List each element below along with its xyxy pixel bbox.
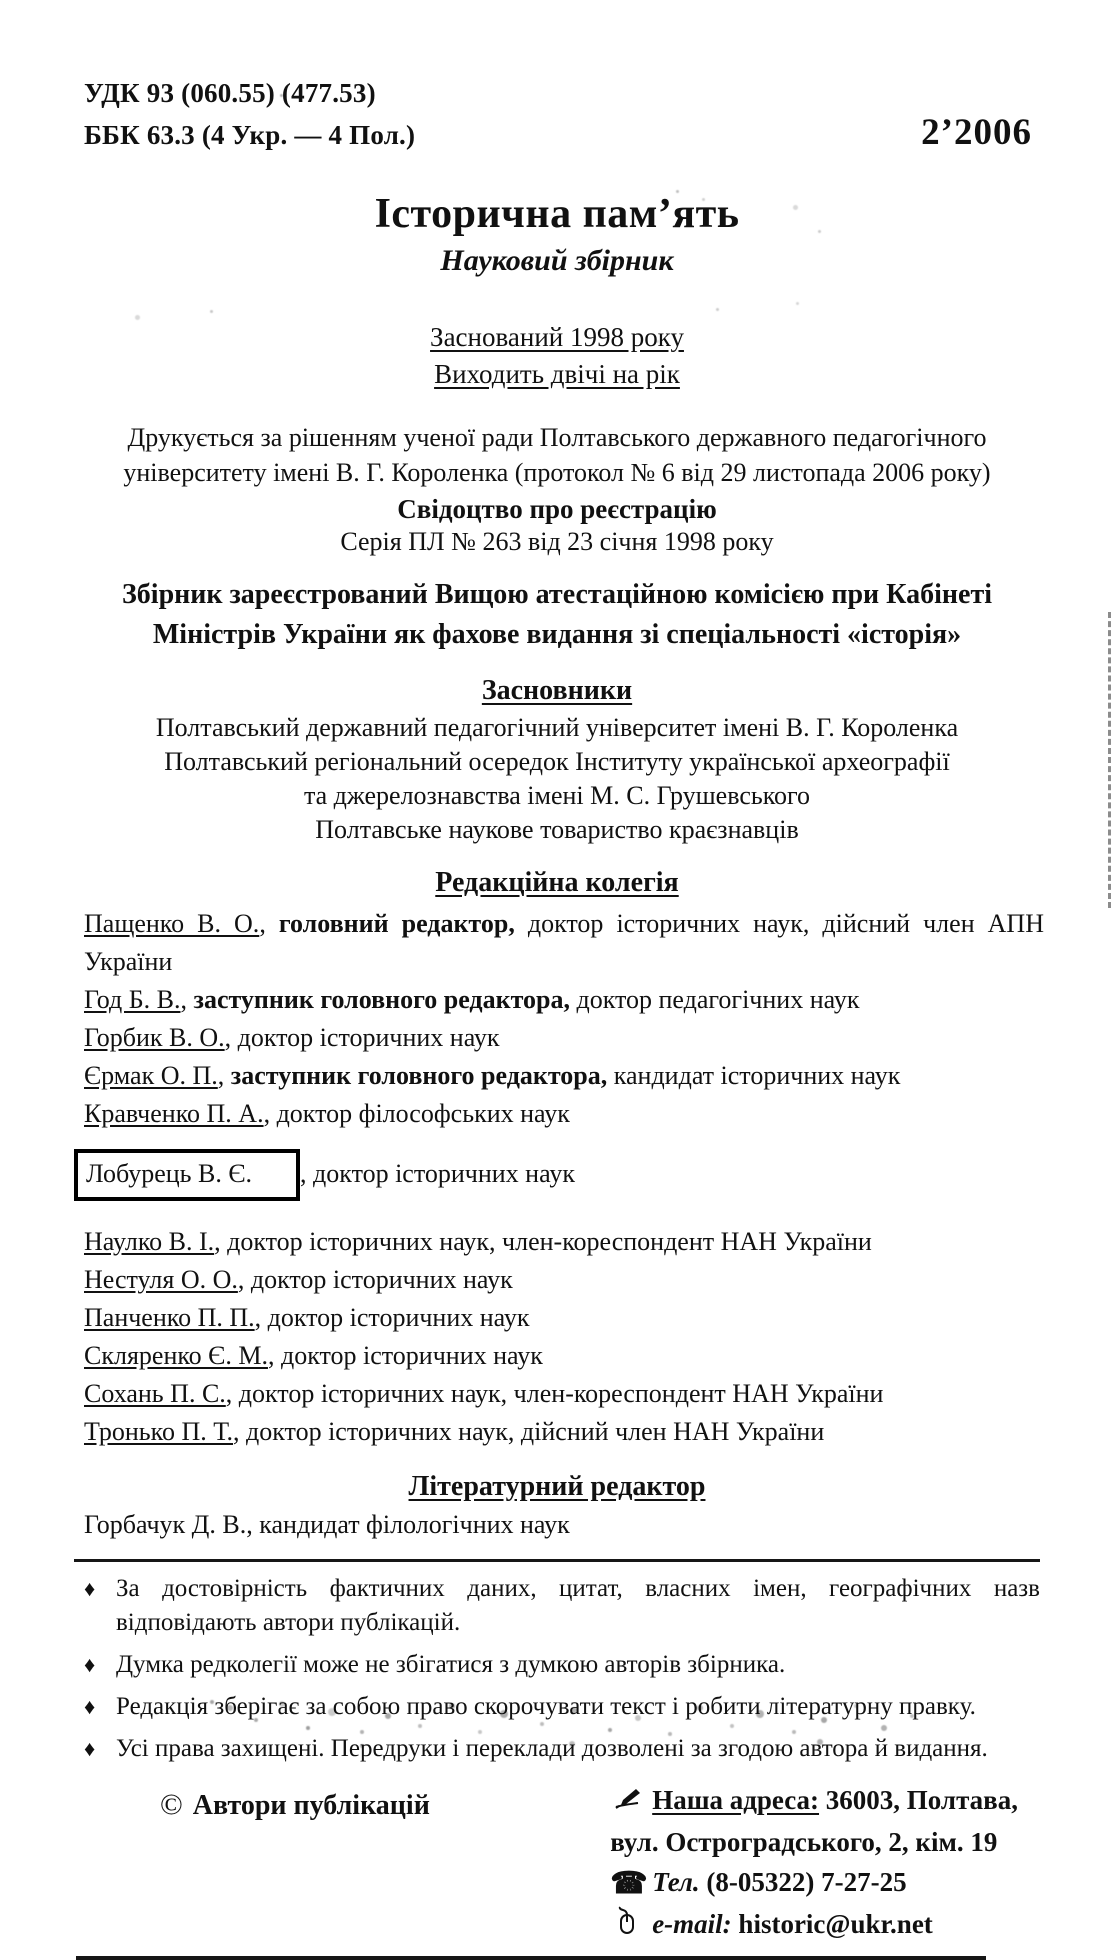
member-degrees: доктор історичних наук, член-кореспондент НАН України: [238, 1379, 884, 1408]
member-separator: ,: [263, 1099, 277, 1128]
literary-editor-heading: Літературний редактор: [408, 1471, 706, 1502]
note-text: Редакція зберігає за собою право скорочувати текст і робити літературну правку.: [116, 1693, 976, 1720]
editorial-board-member: [84, 1057, 1044, 1095]
member-name: Лобурець В. Є.: [74, 1149, 300, 1201]
journal-subtitle: Науковий збірник: [440, 244, 674, 277]
note-text: Думка редколегії може не збігатися з думкою авторів збірника.: [116, 1651, 786, 1678]
member-separator: ,: [259, 909, 279, 938]
member-degrees: кандидат історичних наук: [613, 1061, 901, 1090]
printing-approval-note: Друкується за рішенням ученої ради Полтавського державного педагогічного університету імені В. Г. Короленка (протокол № 6 від 29 листопада 2006 року): [123, 423, 991, 487]
registration-certificate-series: Серія ПЛ № 263 від 23 січня 1998 року: [340, 527, 774, 556]
member-degrees: доктор педагогічних наук: [576, 985, 860, 1014]
scan-edge-artifact: [1108, 612, 1111, 908]
note-item: [84, 1572, 1040, 1640]
editorial-board-member: [84, 1019, 1044, 1057]
founder-item: та джерелознавства імені М. С. Грушевського: [303, 781, 811, 810]
member-degrees: доктор історичних наук, дійсний член АПН України: [84, 909, 1044, 976]
email-label: e-mail:: [652, 1909, 732, 1939]
member-degrees: доктор історичних наук: [313, 1159, 575, 1188]
member-name: Нестуля О. О.: [84, 1265, 238, 1294]
editorial-board-member: [84, 1223, 1044, 1261]
journal-title: Історична пам’ять: [374, 191, 740, 237]
founder-item: Полтавське наукове товариство краєзнавців: [315, 815, 799, 844]
member-name: Пащенко В. О.: [84, 909, 260, 938]
editorial-board-member: [84, 1337, 1044, 1375]
email-address: historic@ukr.net: [731, 1909, 933, 1939]
member-degrees: доктор історичних наук: [280, 1341, 543, 1370]
notes-list: [0, 1562, 1114, 1766]
copyright-text: Автори публікацій: [192, 1790, 430, 1821]
classification-codes: [84, 72, 415, 156]
editorial-board-member: [84, 1095, 1044, 1133]
note-item: [84, 1690, 1040, 1724]
member-name: Наулко В. І.: [84, 1227, 215, 1256]
note-text: Усі права захищені. Передруки і переклади дозволені за згодою автора й видання.: [116, 1735, 988, 1762]
phone-line: [610, 1862, 1018, 1904]
member-separator: ,: [214, 1227, 228, 1256]
diamond-bullet-icon: ♦: [84, 1694, 96, 1719]
note-text: За достовірність фактичних даних, цитат, власних імен, географічних назв відповідають автори публікацій.: [116, 1575, 1040, 1636]
editorial-board-list: [0, 905, 1114, 1451]
phone-icon: ☎: [610, 1867, 648, 1900]
member-separator: ,: [217, 1061, 231, 1090]
member-degrees: доктор філософських наук: [276, 1099, 570, 1128]
issue-number: 2’2006: [921, 112, 1032, 153]
member-role: заступник головного редактора,: [230, 1061, 614, 1090]
editorial-board-member: [84, 905, 1044, 981]
email-line: [610, 1904, 1018, 1946]
address-city: 36003, Полтава,: [819, 1785, 1018, 1815]
mouse-icon: [610, 1906, 644, 1946]
header-row: [0, 0, 1114, 156]
member-name: Кравченко П. А.: [84, 1099, 264, 1128]
scan-noise-band: [210, 1700, 214, 1704]
registration-certificate-heading: Свідоцтво про реєстрацію: [397, 494, 717, 524]
note-item: [84, 1648, 1040, 1682]
member-name: Сохань П. С.: [84, 1379, 226, 1408]
editorial-board-member: [84, 1413, 1044, 1451]
editorial-board-member: [84, 1299, 1044, 1337]
member-degrees: доктор історичних наук, дійсний член НАН України: [246, 1417, 825, 1446]
founder-item: Полтавський державний педагогічний університет імені В. Г. Короленка: [155, 713, 959, 742]
address-label: Наша адреса:: [652, 1785, 820, 1815]
editorial-board-member: [84, 1261, 1044, 1299]
editorial-board-member: [84, 1149, 1044, 1201]
founders-heading: Засновники: [481, 675, 633, 706]
member-name: Єрмак О. П.: [84, 1061, 218, 1090]
scan-specks: [676, 190, 679, 193]
member-separator: ,: [224, 1023, 238, 1052]
phone-number: (8-05322) 7-27-25: [699, 1867, 907, 1897]
founders-list: [0, 711, 1114, 847]
bottom-rule: [76, 1956, 986, 1960]
copyright-icon: ©: [160, 1788, 183, 1821]
bbk-code: ББК 63.3 (4 Укр. — 4 Пол.): [84, 120, 416, 150]
member-separator: ,: [237, 1265, 251, 1294]
member-name: Тронько П. Т.: [84, 1417, 234, 1446]
address-block: [610, 1780, 1018, 1946]
address-line-2: вул. Остроградського, 2, кім. 19: [610, 1827, 998, 1857]
footer-row: [0, 1774, 1114, 1946]
editorial-board-member: [84, 981, 1044, 1019]
member-degrees: доктор історичних наук, член-кореспондент НАН України: [227, 1227, 872, 1256]
editorial-board-member: [84, 1375, 1044, 1413]
frequency-line: Виходить двічі на рік: [434, 359, 680, 389]
founder-item: Полтавський регіональний осередок Інституту української археографії: [164, 747, 950, 776]
vak-registration-note: Збірник зареєстрований Вищою атестаційною комісією при Кабінеті Міністрів України як фахове видання зі спеціальності «історія»: [122, 579, 992, 650]
pen-icon: [610, 1782, 644, 1822]
literary-editor-line: Горбачук Д. В., кандидат філологічних наук: [84, 1510, 570, 1539]
member-name: Скляренко Є. М.: [84, 1341, 268, 1370]
member-separator: ,: [267, 1341, 281, 1370]
founded-line: Заснований 1998 року: [430, 322, 684, 352]
member-name: Панченко П. П.: [84, 1303, 255, 1332]
member-role: головний редактор,: [278, 909, 528, 938]
udc-code: УДК 93 (060.55) (477.53): [84, 78, 376, 108]
address-line-1: [610, 1780, 1018, 1822]
member-name: Год Б. В.: [84, 985, 181, 1014]
member-separator: ,: [225, 1379, 239, 1408]
note-item: [84, 1732, 1040, 1766]
phone-label: Тел.: [652, 1867, 700, 1897]
member-degrees: доктор історичних наук: [267, 1303, 530, 1332]
member-degrees: доктор історичних наук: [237, 1023, 500, 1052]
member-separator: ,: [300, 1159, 314, 1188]
member-role: заступник головного редактора,: [193, 985, 577, 1014]
copyright-note: [160, 1788, 430, 1946]
diamond-bullet-icon: ♦: [84, 1652, 96, 1677]
diamond-bullet-icon: ♦: [84, 1736, 96, 1761]
editorial-board-heading: Редакційна колегія: [435, 867, 679, 898]
member-degrees: доктор історичних наук: [250, 1265, 513, 1294]
member-separator: ,: [180, 985, 194, 1014]
member-separator: ,: [254, 1303, 268, 1332]
member-separator: ,: [233, 1417, 247, 1446]
member-name: Горбик В. О.: [84, 1023, 225, 1052]
diamond-bullet-icon: ♦: [84, 1576, 96, 1601]
